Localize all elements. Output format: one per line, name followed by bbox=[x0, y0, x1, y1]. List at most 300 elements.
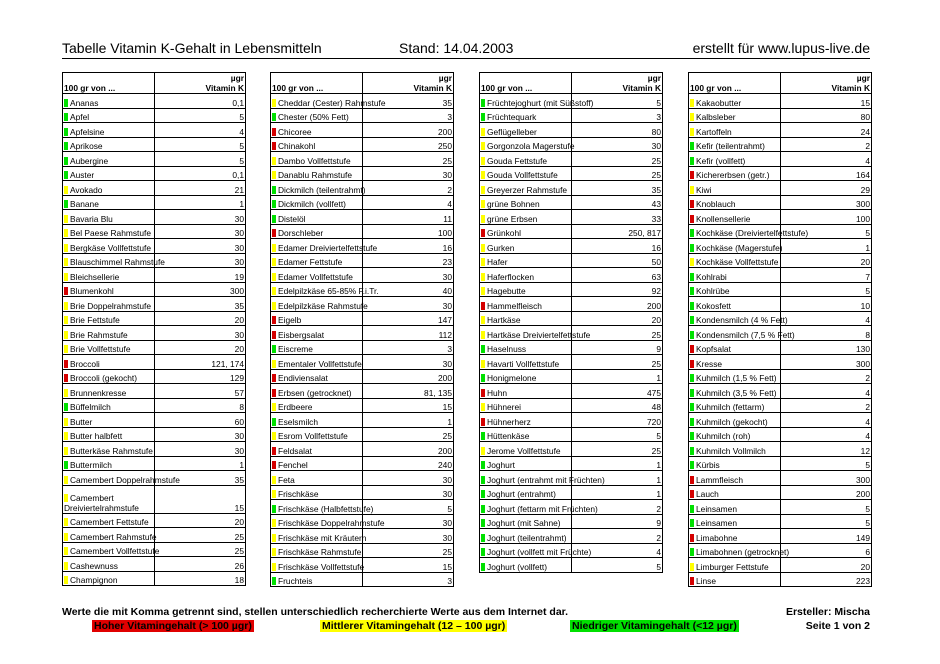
food-name-cell bbox=[689, 297, 781, 312]
table-header-row bbox=[63, 73, 246, 94]
food-name-cell bbox=[271, 297, 368, 312]
food-name-cell bbox=[480, 239, 572, 254]
table-row bbox=[63, 413, 246, 428]
vitamin-k-value: 7 bbox=[780, 268, 872, 283]
food-name: Kuhmilch (fettarm) bbox=[696, 402, 765, 412]
table-row bbox=[63, 571, 246, 586]
food-name: Frischkäse mit Kräutern bbox=[278, 532, 367, 543]
level-marker-icon bbox=[272, 534, 276, 542]
level-marker-icon bbox=[690, 432, 694, 440]
food-name-cell bbox=[271, 572, 363, 587]
food-name-cell bbox=[480, 427, 572, 442]
food-name: Auster bbox=[70, 170, 95, 180]
header-vitamin-k bbox=[571, 73, 663, 94]
level-marker-icon bbox=[481, 302, 485, 310]
food-name-cell bbox=[63, 94, 155, 109]
footer-note: Werte die mit Komma getrennt sind, stellen unterschiedlich recherchierte Werte aus dem Internet dar. bbox=[62, 606, 569, 618]
food-name: Kichererbsen (getr.) bbox=[696, 170, 770, 180]
food-name: Frischkäse (Halbfettstufe) bbox=[278, 503, 374, 514]
table-row bbox=[689, 485, 872, 500]
food-name: Frischkäse Doppelrahmstufe bbox=[278, 518, 385, 528]
vitamin-k-value: 5 bbox=[571, 427, 663, 442]
level-marker-icon bbox=[64, 494, 68, 502]
level-marker-icon bbox=[272, 577, 276, 585]
food-name: Kuhmilch (roh) bbox=[696, 431, 751, 441]
table-row bbox=[271, 326, 454, 341]
table-row bbox=[689, 369, 872, 384]
level-marker-icon bbox=[481, 128, 485, 136]
vitamin-k-value: 30 bbox=[362, 485, 454, 500]
food-name: Camembert Fettstufe bbox=[70, 517, 149, 527]
table-row bbox=[689, 195, 872, 210]
food-name: Kondensmilch (7,5 % Fett) bbox=[696, 329, 795, 340]
header-unit: µgr bbox=[438, 73, 452, 83]
level-marker-icon bbox=[690, 505, 694, 513]
level-marker-icon bbox=[272, 505, 276, 513]
vitamin-k-value: 4 bbox=[780, 311, 872, 326]
level-marker-icon bbox=[64, 128, 68, 136]
table-row bbox=[271, 384, 454, 399]
food-name: Lauch bbox=[696, 489, 719, 499]
table-row bbox=[689, 355, 872, 370]
level-marker-icon bbox=[64, 229, 68, 237]
food-name: Limabohnen (getrocknet) bbox=[696, 547, 790, 557]
food-name-cell bbox=[689, 413, 781, 428]
level-marker-icon bbox=[272, 345, 276, 353]
vitamin-k-value: 129 bbox=[154, 369, 246, 384]
level-marker-icon bbox=[272, 157, 276, 165]
food-name-cell bbox=[63, 471, 180, 486]
table-row bbox=[271, 94, 454, 109]
level-marker-icon bbox=[272, 432, 276, 440]
food-name: Endiviensalat bbox=[278, 373, 328, 383]
vitamin-k-value: 5 bbox=[780, 514, 872, 529]
table-row bbox=[480, 195, 663, 210]
level-marker-icon bbox=[64, 302, 68, 310]
level-marker-icon bbox=[481, 432, 485, 440]
food-name-cell bbox=[480, 326, 591, 341]
level-marker-icon bbox=[272, 229, 276, 237]
food-name-cell bbox=[271, 210, 363, 225]
food-name: Kuhmilch (3,5 % Fett) bbox=[696, 387, 777, 398]
level-marker-icon bbox=[64, 113, 68, 121]
food-name: Kalbsleber bbox=[696, 112, 736, 122]
food-name: Edamer Vollfettstufe bbox=[278, 271, 353, 282]
food-name: Joghurt bbox=[487, 460, 515, 470]
food-name: Eselsmilch bbox=[278, 416, 319, 427]
food-name-cell bbox=[271, 514, 385, 529]
table-row bbox=[689, 268, 872, 283]
food-name: Avokado bbox=[70, 184, 103, 195]
food-name-cell bbox=[63, 571, 155, 586]
food-name: Kartoffeln bbox=[696, 126, 732, 137]
food-name-cell bbox=[63, 181, 155, 196]
table-row bbox=[271, 253, 454, 268]
level-marker-icon bbox=[64, 547, 68, 555]
page-header bbox=[62, 38, 870, 59]
level-marker-icon bbox=[272, 258, 276, 266]
food-name-cell bbox=[63, 398, 155, 413]
food-name: Kuhmilch (1,5 % Fett) bbox=[696, 373, 777, 383]
food-name-cell bbox=[480, 311, 572, 326]
table-row bbox=[63, 398, 246, 413]
level-marker-icon bbox=[64, 331, 68, 339]
food-name-cell bbox=[271, 166, 363, 181]
food-name-cell bbox=[63, 311, 155, 326]
food-name-cell bbox=[63, 442, 155, 457]
level-marker-icon bbox=[690, 577, 694, 585]
table-row bbox=[689, 311, 872, 326]
table-row bbox=[63, 239, 246, 254]
table-row bbox=[480, 282, 663, 297]
vitamin-k-value: 5 bbox=[154, 137, 246, 152]
food-name: Bel Paese Rahmstufe bbox=[70, 228, 152, 238]
food-name: Früchtejoghurt (mit Süßstoff) bbox=[487, 97, 594, 108]
level-marker-icon bbox=[481, 490, 485, 498]
food-name: Linse bbox=[696, 576, 717, 586]
level-marker-icon bbox=[481, 563, 485, 571]
vitamin-k-value: 2 bbox=[780, 137, 872, 152]
table-row bbox=[63, 123, 246, 138]
table-row bbox=[480, 137, 663, 152]
food-name: Kochkäse (Magerstufe) bbox=[696, 242, 783, 253]
vitamin-k-value: 4 bbox=[571, 543, 663, 558]
food-name: Broccoli bbox=[70, 358, 100, 369]
vitamin-k-value: 200 bbox=[362, 369, 454, 384]
table-row bbox=[480, 326, 663, 341]
food-name: Kefir (vollfett) bbox=[696, 155, 746, 166]
level-marker-icon bbox=[690, 519, 694, 527]
table-row bbox=[480, 123, 663, 138]
level-marker-icon bbox=[481, 418, 485, 426]
table-row bbox=[63, 528, 246, 543]
level-marker-icon bbox=[64, 461, 68, 469]
food-name: Aprikose bbox=[70, 141, 103, 151]
level-marker-icon bbox=[690, 476, 694, 484]
table-row bbox=[271, 471, 454, 486]
level-marker-icon bbox=[481, 171, 485, 179]
level-marker-icon bbox=[272, 519, 276, 527]
level-marker-icon bbox=[272, 360, 276, 368]
table-row bbox=[480, 485, 663, 500]
table-row bbox=[480, 384, 663, 399]
table-row bbox=[480, 224, 663, 239]
food-name: Dickmilch (vollfett) bbox=[278, 199, 346, 209]
food-name-cell bbox=[480, 456, 572, 471]
vitamin-k-value: 4 bbox=[780, 427, 872, 442]
vitamin-k-value: 60 bbox=[154, 413, 246, 428]
level-marker-icon bbox=[481, 200, 485, 208]
food-name-cell bbox=[480, 442, 572, 457]
table-row bbox=[271, 166, 454, 181]
legend-low: Niedriger Vitamingehalt (<12 µgr) bbox=[572, 620, 737, 632]
vitamin-k-value: 20 bbox=[154, 513, 246, 528]
table-row bbox=[63, 268, 246, 283]
food-name: Cheddar (Cester) Rahmstufe bbox=[278, 97, 386, 108]
vitamin-k-value: 30 bbox=[362, 471, 454, 486]
food-name-cell bbox=[63, 485, 155, 513]
food-name: Fenchel bbox=[278, 460, 308, 470]
food-name-cell bbox=[271, 500, 374, 515]
level-marker-icon bbox=[481, 316, 485, 324]
level-marker-icon bbox=[690, 258, 694, 266]
table-row bbox=[271, 340, 454, 355]
page-date: Stand: 14.04.2003 bbox=[399, 40, 514, 56]
vitamin-k-value: 8 bbox=[154, 398, 246, 413]
food-name-cell bbox=[63, 456, 155, 471]
food-name-cell bbox=[271, 253, 363, 268]
vitamin-k-value: 5 bbox=[154, 108, 246, 123]
level-marker-icon bbox=[481, 186, 485, 194]
food-name: Brunnenkresse bbox=[70, 387, 127, 398]
food-name: Brie Vollfettstufe bbox=[70, 344, 131, 354]
level-marker-icon bbox=[272, 215, 276, 223]
table-row bbox=[271, 210, 454, 225]
food-name: Haferflocken bbox=[487, 271, 535, 282]
level-marker-icon bbox=[272, 186, 276, 194]
food-name: Kuhmilch (gekocht) bbox=[696, 416, 768, 427]
level-marker-icon bbox=[272, 302, 276, 310]
table-row bbox=[480, 166, 663, 181]
food-name: Chicoree bbox=[278, 126, 312, 137]
vitamin-k-value: 4 bbox=[780, 413, 872, 428]
level-marker-icon bbox=[64, 157, 68, 165]
table-row bbox=[271, 369, 454, 384]
vitamin-k-value: 4 bbox=[362, 195, 454, 210]
food-name-cell bbox=[63, 513, 155, 528]
level-marker-icon bbox=[64, 374, 68, 382]
vitamin-k-value: 18 bbox=[154, 571, 246, 586]
level-marker-icon bbox=[481, 519, 485, 527]
vitamin-k-value: 30 bbox=[362, 355, 454, 370]
level-marker-icon bbox=[690, 302, 694, 310]
food-name: Kefir (teilentrahmt) bbox=[696, 141, 765, 151]
food-name-cell bbox=[271, 123, 363, 138]
vitamin-table-col-2 bbox=[270, 72, 454, 587]
level-marker-icon bbox=[690, 215, 694, 223]
level-marker-icon bbox=[690, 113, 694, 121]
level-marker-icon bbox=[481, 447, 485, 455]
vitamin-k-value: 80 bbox=[780, 108, 872, 123]
table-row bbox=[480, 500, 663, 515]
food-name: Banane bbox=[70, 199, 99, 209]
footer-page: Seite 1 von 2 bbox=[805, 620, 870, 632]
level-marker-icon bbox=[690, 171, 694, 179]
food-name: Joghurt (fettarm mit Früchten) bbox=[487, 503, 598, 514]
level-marker-icon bbox=[272, 418, 276, 426]
level-marker-icon bbox=[690, 99, 694, 107]
food-name-cell bbox=[480, 413, 572, 428]
level-marker-icon bbox=[64, 345, 68, 353]
table-row bbox=[271, 485, 454, 500]
table-row bbox=[480, 369, 663, 384]
food-name: Hüttenkäse bbox=[487, 431, 530, 441]
vitamin-k-value: 1 bbox=[154, 456, 246, 471]
food-name-cell bbox=[63, 282, 155, 297]
food-name: Erdbeere bbox=[278, 402, 313, 412]
food-name-cell bbox=[689, 558, 781, 573]
level-marker-icon bbox=[272, 331, 276, 339]
food-name: Joghurt (entrahmt mit Früchten) bbox=[487, 474, 605, 485]
level-marker-icon bbox=[481, 331, 485, 339]
vitamin-k-value: 1 bbox=[571, 369, 663, 384]
vitamin-k-value: 5 bbox=[571, 558, 663, 573]
level-marker-icon bbox=[690, 418, 694, 426]
level-marker-icon bbox=[481, 389, 485, 397]
food-name: Eisbergsalat bbox=[278, 329, 325, 340]
food-name: Kohlrübe bbox=[696, 286, 730, 296]
level-marker-icon bbox=[272, 128, 276, 136]
table-row bbox=[271, 543, 454, 558]
table-row bbox=[271, 398, 454, 413]
table-row bbox=[689, 224, 872, 239]
vitamin-k-value: 3 bbox=[362, 340, 454, 355]
table-row bbox=[480, 340, 663, 355]
level-marker-icon bbox=[64, 200, 68, 208]
food-name-cell bbox=[689, 398, 781, 413]
vitamin-k-value: 30 bbox=[362, 529, 454, 544]
level-marker-icon bbox=[481, 360, 485, 368]
food-name-cell bbox=[689, 485, 781, 500]
food-name-cell bbox=[480, 529, 572, 544]
table-row bbox=[480, 94, 663, 109]
food-name: Jerome Vollfettstufe bbox=[487, 445, 561, 456]
header-value-label: Vitamin K bbox=[622, 83, 661, 93]
food-name-cell bbox=[480, 137, 575, 152]
food-name: Edamer Fettstufe bbox=[278, 257, 343, 267]
vitamin-k-value: 63 bbox=[571, 268, 663, 283]
level-marker-icon bbox=[690, 447, 694, 455]
vitamin-k-value: 1 bbox=[571, 471, 663, 486]
table-row bbox=[271, 297, 454, 312]
food-name-cell bbox=[63, 224, 155, 239]
level-marker-icon bbox=[690, 200, 694, 208]
table-row bbox=[689, 456, 872, 471]
footer-author: Ersteller: Mischa bbox=[785, 606, 870, 618]
food-name: Kürbis bbox=[696, 460, 720, 470]
level-marker-icon bbox=[272, 447, 276, 455]
table-row bbox=[689, 210, 872, 225]
food-name-cell bbox=[480, 152, 572, 167]
table-row bbox=[689, 326, 872, 341]
table-row bbox=[271, 456, 454, 471]
food-name: Dorschleber bbox=[278, 228, 324, 238]
header-value-label: Vitamin K bbox=[205, 83, 244, 93]
vitamin-k-value: 30 bbox=[154, 442, 246, 457]
vitamin-k-value: 200 bbox=[571, 297, 663, 312]
food-name: Broccoli (gekocht) bbox=[70, 373, 138, 383]
vitamin-k-value: 20 bbox=[780, 558, 872, 573]
vitamin-k-value: 100 bbox=[362, 224, 454, 239]
food-name-cell bbox=[480, 282, 572, 297]
table-row bbox=[63, 369, 246, 384]
vitamin-k-value: 0,1 bbox=[154, 166, 246, 181]
vitamin-k-value: 20 bbox=[780, 253, 872, 268]
table-row bbox=[63, 108, 246, 123]
food-name: Feta bbox=[278, 474, 295, 485]
level-marker-icon bbox=[690, 563, 694, 571]
food-name-cell bbox=[480, 500, 598, 515]
food-name: Gurken bbox=[487, 242, 515, 253]
food-name-cell bbox=[480, 369, 572, 384]
vitamin-k-value: 3 bbox=[571, 108, 663, 123]
level-marker-icon bbox=[690, 331, 694, 339]
table-row bbox=[480, 471, 663, 486]
vitamin-k-value: 26 bbox=[154, 557, 246, 572]
food-name-cell bbox=[480, 340, 572, 355]
table-row bbox=[689, 282, 872, 297]
food-name-cell bbox=[63, 166, 155, 181]
food-name: Hafer bbox=[487, 257, 508, 267]
vitamin-k-value: 5 bbox=[780, 456, 872, 471]
vitamin-k-value: 21 bbox=[154, 181, 246, 196]
level-marker-icon bbox=[690, 548, 694, 556]
food-name-cell bbox=[689, 94, 781, 109]
food-name: Chinakohl bbox=[278, 141, 316, 151]
vitamin-table-col-1 bbox=[62, 72, 246, 586]
table-row bbox=[63, 152, 246, 167]
table-row bbox=[689, 181, 872, 196]
food-name: Greyerzer Rahmstufe bbox=[487, 184, 568, 195]
table-row bbox=[63, 471, 246, 486]
food-name-cell bbox=[271, 384, 363, 399]
food-name: Bavaria Blu bbox=[70, 213, 113, 224]
food-name-cell bbox=[480, 166, 572, 181]
vitamin-k-value: 5 bbox=[780, 282, 872, 297]
food-name: Kochkäse Vollfettstufe bbox=[696, 257, 779, 267]
food-name-cell bbox=[271, 558, 363, 573]
table-row bbox=[271, 558, 454, 573]
food-name-cell bbox=[63, 210, 155, 225]
level-marker-icon bbox=[64, 389, 68, 397]
level-marker-icon bbox=[690, 389, 694, 397]
table-row bbox=[689, 340, 872, 355]
vitamin-k-value: 200 bbox=[362, 442, 454, 457]
level-marker-icon bbox=[690, 403, 694, 411]
level-marker-icon bbox=[272, 403, 276, 411]
level-marker-icon bbox=[64, 316, 68, 324]
vitamin-table-col-3 bbox=[479, 72, 663, 573]
food-name: Hühnerherz bbox=[487, 416, 531, 427]
table-row bbox=[271, 181, 454, 196]
table-row bbox=[689, 471, 872, 486]
food-name: Feldsalat bbox=[278, 445, 312, 456]
vitamin-k-value: 164 bbox=[780, 166, 872, 181]
food-name: Hühnerei bbox=[487, 402, 521, 412]
vitamin-k-value: 475 bbox=[571, 384, 663, 399]
vitamin-k-value: 15 bbox=[154, 485, 246, 513]
vitamin-k-value: 147 bbox=[362, 311, 454, 326]
food-name-cell bbox=[689, 253, 781, 268]
food-name: Brie Rahmstufe bbox=[70, 329, 128, 340]
level-marker-icon bbox=[272, 273, 276, 281]
food-name: Früchtequark bbox=[487, 112, 537, 122]
vitamin-k-value: 92 bbox=[571, 282, 663, 297]
level-marker-icon bbox=[272, 389, 276, 397]
food-name-cell bbox=[480, 108, 572, 123]
level-marker-icon bbox=[481, 345, 485, 353]
level-marker-icon bbox=[272, 113, 276, 121]
food-name: Eiscreme bbox=[278, 344, 313, 354]
food-name: Buttermilch bbox=[70, 460, 112, 470]
food-name-cell bbox=[689, 427, 781, 442]
food-name-cell bbox=[689, 282, 781, 297]
food-name: Knoblauch bbox=[696, 199, 736, 209]
food-name-cell bbox=[689, 268, 781, 283]
table-row bbox=[271, 500, 454, 515]
table-row bbox=[480, 297, 663, 312]
food-name-cell bbox=[480, 195, 572, 210]
